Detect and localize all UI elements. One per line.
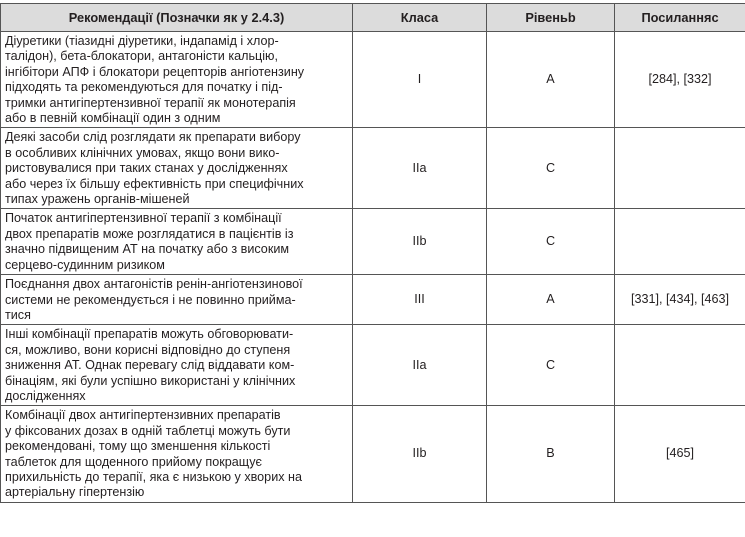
level-cell: A bbox=[487, 32, 615, 128]
table-row bbox=[1, 275, 745, 325]
class-cell: IIb bbox=[353, 209, 487, 275]
references-cell bbox=[615, 325, 745, 406]
table-row bbox=[1, 32, 745, 128]
class-cell: III bbox=[353, 275, 487, 325]
class-cell: IIa bbox=[353, 128, 487, 209]
references-cell: [331], [434], [463] bbox=[615, 275, 745, 325]
level-cell: C bbox=[487, 209, 615, 275]
table-row bbox=[1, 406, 745, 502]
references-cell: [465] bbox=[615, 406, 745, 502]
level-cell: B bbox=[487, 406, 615, 502]
header-row bbox=[1, 4, 745, 32]
class-cell: IIb bbox=[353, 406, 487, 502]
recommendation-cell: Початок антигіпертензивної терапії з комбінації двох препаратів може розглядатися в пацієнтів із значно підвищеним АТ на початку або з високим серцево-судинним ризиком bbox=[1, 209, 353, 275]
level-cell: C bbox=[487, 325, 615, 406]
class-cell: IIa bbox=[353, 325, 487, 406]
table-row bbox=[1, 209, 745, 275]
header-level: Рівеньb bbox=[487, 4, 615, 32]
recommendation-cell: Інші комбінації препаратів можуть обговорювати- ся, можливо, вони корисні відповідно до ступеня зниження АТ. Однак перевагу слід віддавати ком- бінаціям, які були успішно використані у клінічних дослідженнях bbox=[1, 325, 353, 406]
recommendation-cell: Комбінації двох антигіпертензивних препаратів у фіксованих дозах в одній таблетці можуть бути рекомендовані, тому що зменшення кількості таблеток для щоденного прийому покращує прихильність до терапії, яка є низькою у хворих на артеріальну гіпертензію bbox=[1, 406, 353, 502]
references-cell: [284], [332] bbox=[615, 32, 745, 128]
header-references: Посиланняс bbox=[615, 4, 745, 32]
level-cell: C bbox=[487, 128, 615, 209]
class-cell: I bbox=[353, 32, 487, 128]
references-cell bbox=[615, 209, 745, 275]
level-cell: A bbox=[487, 275, 615, 325]
recommendations-table bbox=[0, 3, 745, 503]
recommendation-cell: Поєднання двох антагоністів ренін-ангіотензинової системи не рекомендується і не повинно прийма- тися bbox=[1, 275, 353, 325]
table-row bbox=[1, 128, 745, 209]
references-cell bbox=[615, 128, 745, 209]
table-row bbox=[1, 325, 745, 406]
recommendation-cell: Деякі засоби слід розглядати як препарати вибору в особливих клінічних умовах, якщо вони вико- ристовувалися при таких станах у дослідженнях або через їх більшу ефективність при специфічних типах уражень органів-мішеней bbox=[1, 128, 353, 209]
header-recommendation: Рекомендації (Позначки як у 2.4.3) bbox=[1, 4, 353, 32]
recommendation-cell: Діуретики (тіазидні діуретики, індапамід і хлор- талідон), бета-блокатори, антагоністи кальцію, інгібітори АПФ і блокатори рецепторів ангіотензину підходять та рекомендуються для початку і під- тримки антигіпертензивної терапії як монотерапія або в певній комбінації один з одним bbox=[1, 32, 353, 128]
header-class: Класа bbox=[353, 4, 487, 32]
